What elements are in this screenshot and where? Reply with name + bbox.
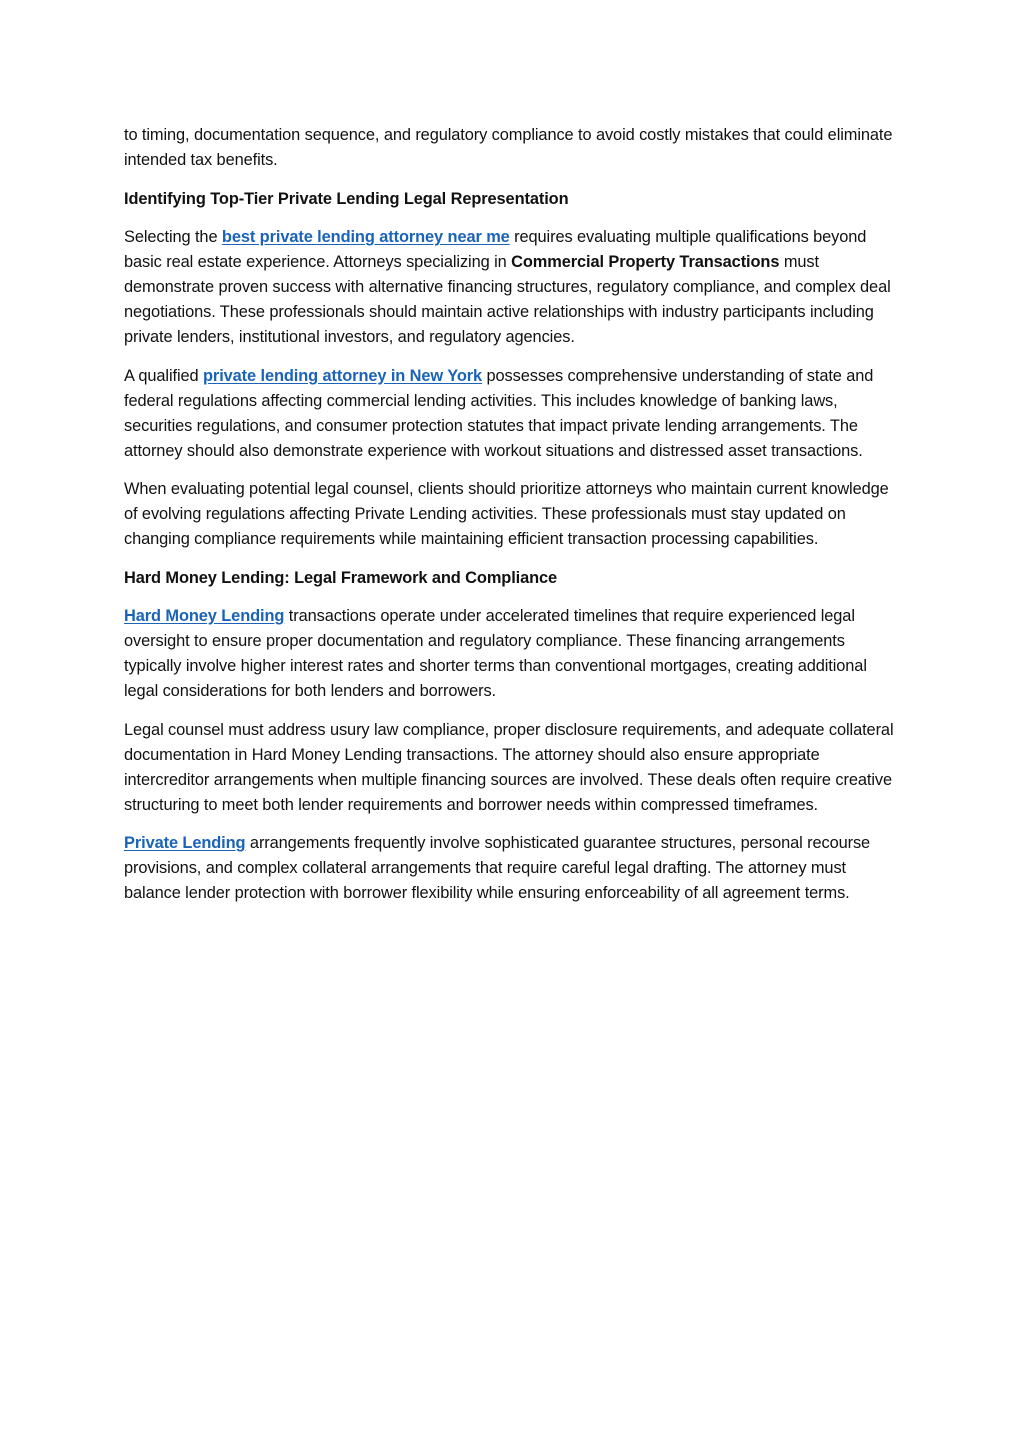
paragraph-text: requires evaluating multiple qualifications beyond basic real estate experience. Attorneys specializing in — [124, 228, 867, 271]
paragraph-private-lending-arrangements — [124, 831, 896, 906]
link-best-private-lending-attorney[interactable]: best private lending attorney near me — [221, 228, 510, 246]
paragraph-text: arrangements frequently involve sophisticated guarantee structures, personal recourse provisions, and complex collateral arrangements that require careful legal drafting. The attorney must balance lender protection with borrower flexibility while ensuring enforceability of all agreement terms. — [124, 834, 871, 902]
link-hard-money-lending[interactable]: Hard Money Lending — [124, 607, 285, 625]
paragraph-selecting-attorney — [124, 225, 896, 350]
link-private-lending[interactable]: Private Lending — [124, 834, 246, 852]
paragraph-text: must demonstrate proven success with alternative financing structures, regulatory compliance, and complex deal negotiations. These professionals should maintain active relationships with industry participants including private lenders, institutional investors, and regulatory agencies. — [124, 253, 891, 346]
paragraph-text: to timing, documentation sequence, and regulatory compliance to avoid costly mistakes that could eliminate intended tax benefits. — [124, 126, 893, 169]
paragraph-text: transactions operate under accelerated timelines that require experienced legal oversight to ensure proper documentation and regulatory compliance. These financing arrangements typically involve higher interest rates and shorter terms than conventional mortgages, creating additional legal considerations for both lenders and borrowers. — [124, 607, 867, 700]
paragraph-qualified-attorney — [124, 364, 896, 464]
paragraph-text: When evaluating potential legal counsel, clients should prioritize attorneys who maintain current knowledge of evolving regulations affecting Private Lending activities. These professionals must stay updated on changing compliance requirements while maintaining efficient transaction processing capabilities. — [124, 480, 889, 548]
heading-identifying-representation: Identifying Top-Tier Private Lending Legal Representation — [124, 189, 569, 208]
paragraph-text: Legal counsel must address usury law compliance, proper disclosure requirements, and adequate collateral documentation in Hard Money Lending transactions. The attorney should also ensure appropriate intercreditor arrangements when multiple financing sources are involved. These deals often require creative structuring to meet both lender requirements and borrower needs within compressed timeframes. — [124, 720, 894, 814]
paragraph-hard-money-transactions — [124, 604, 896, 704]
paragraph-text: possesses comprehensive understanding of state and federal regulations affecting commercial lending activities. This includes knowledge of banking laws, securities regulations, and consumer protection statutes that impact private lending arrangements. The attorney should also demonstrate experience with workout situations and distressed asset transactions. — [124, 366, 874, 460]
paragraph-evaluating-counsel — [124, 477, 896, 552]
bold-commercial-property-transactions: Commercial Property Transactions — [511, 253, 780, 271]
document-page — [124, 123, 896, 920]
paragraph-tax-benefits — [124, 123, 896, 173]
paragraph-legal-counsel-usury — [124, 718, 896, 818]
paragraph-text: Selecting the — [124, 228, 222, 246]
link-private-lending-attorney-new-york[interactable]: private lending attorney in New York — [203, 366, 483, 385]
paragraph-text: A qualified — [124, 366, 203, 385]
heading-hard-money-lending: Hard Money Lending: Legal Framework and Compliance — [124, 568, 558, 587]
